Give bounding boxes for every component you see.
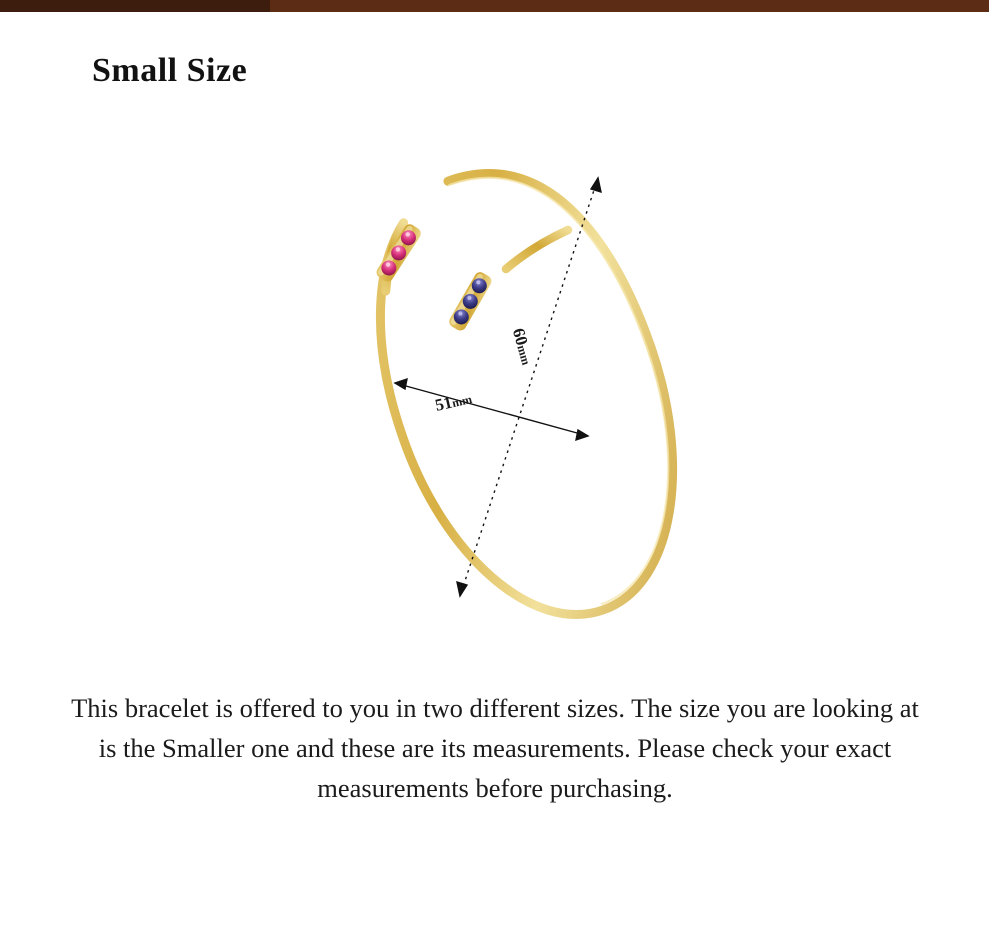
blue-gem-cluster	[447, 270, 494, 333]
description-text: This bracelet is offered to you in two different sizes. The size you are looking at is the Smaller one and these are its measurements. Please check your exact measurements before purchasing.	[71, 693, 919, 803]
dimension-width-value: 51	[433, 392, 455, 415]
dimension-arrow-height	[457, 178, 601, 596]
bracelet-illustration	[330, 130, 730, 660]
dimension-arrow-width	[395, 379, 588, 440]
dimension-height-value: 60	[508, 326, 532, 348]
bracelet-figure	[330, 130, 730, 660]
top-brown-band	[0, 0, 989, 12]
dimension-width-unit: mm	[450, 391, 474, 411]
top-band-shadow	[0, 0, 270, 12]
dimension-height-unit: mm	[514, 343, 534, 367]
page-title: Small Size	[92, 52, 248, 89]
